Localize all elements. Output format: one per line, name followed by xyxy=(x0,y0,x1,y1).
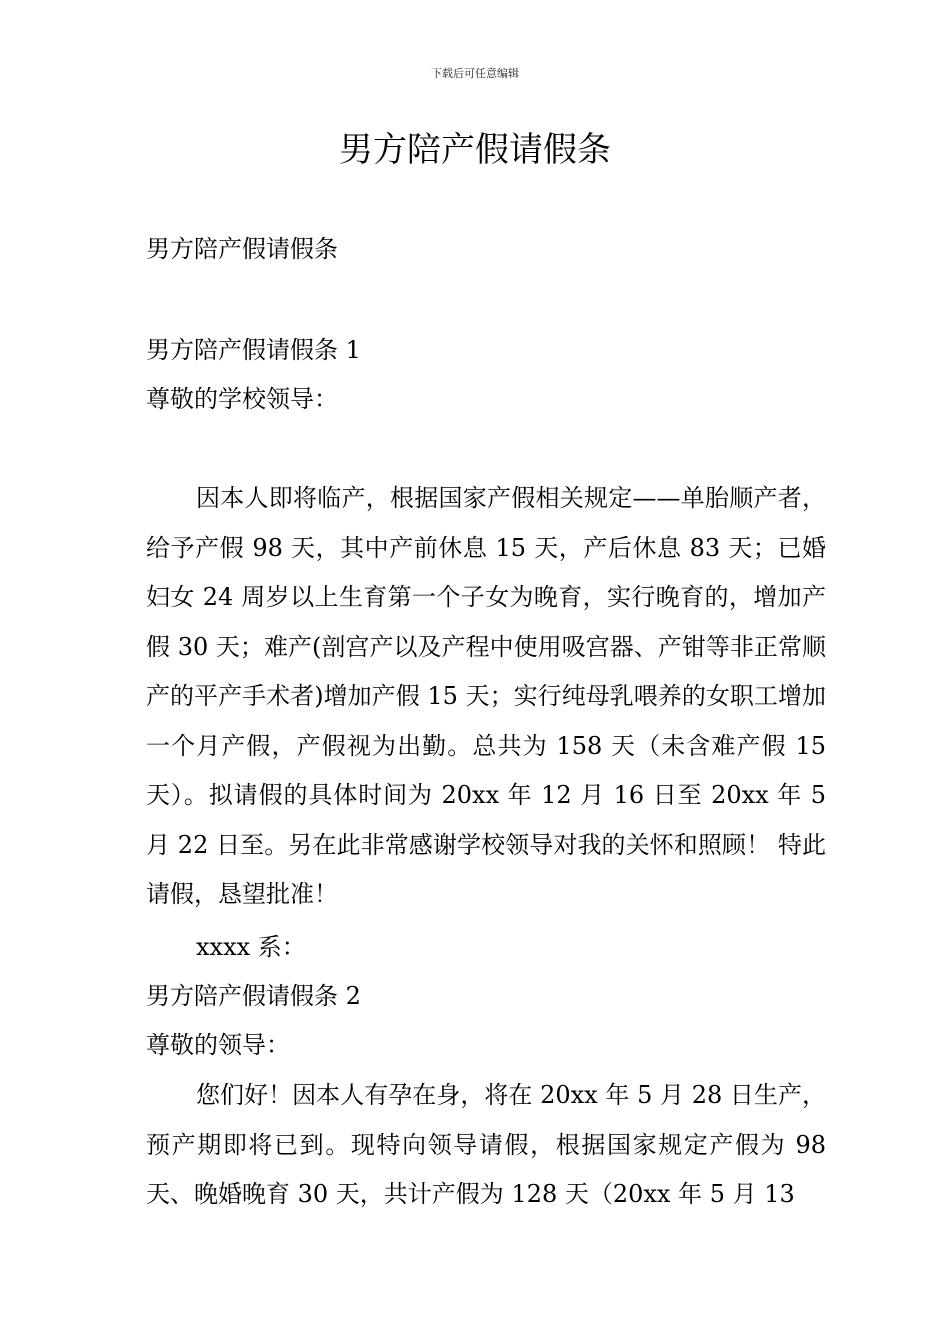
section1-salutation: 尊敬的学校领导： xyxy=(146,385,338,413)
section1-body: 因本人即将临产，根据国家产假相关规定——单胎顺产者，给予产假 98 天，其中产前休息 15 天，产后休息 83 天；已婚妇女 24 周岁以上生育第一个子女为晚育，实行晚育的，增加产假 30 天；难产(剖宫产以及产程中使用吸宫器、产钳等非正常顺产的平产手术者)增加产假 15 天；实行纯母乳喂养的女职工增加一个月产假，产假视为出勤。总共为 158 天（未含难产假 15 天）。拟请假的具体时间为 20xx 年 12 月 16 日至 20xx 年 5 月 22 日至。另在此非常感谢学校领导对我的关怀和照顾！ 特此请假，恳望批准！ xyxy=(146,484,826,908)
document-subtitle: 男方陪产假请假条 xyxy=(146,235,338,263)
section2-heading: 男方陪产假请假条 2 xyxy=(146,982,361,1010)
section2-salutation: 尊敬的领导： xyxy=(146,1031,290,1059)
section1-heading: 男方陪产假请假条 1 xyxy=(146,336,361,364)
document-title: 男方陪产假请假条 xyxy=(339,130,611,170)
section2-body: 您们好！因本人有孕在身，将在 20xx 年 5 月 28 日生产，预产期即将已到。现特向领导请假，根据国家规定产假为 98 天、晚婚晚育 30 天，共计产假为 128 天（20xx 年 5 月 13 xyxy=(146,1081,826,1208)
section1-signature: xxxx 系： xyxy=(196,933,306,961)
header-note: 下载后可任意编辑 xyxy=(431,67,519,80)
